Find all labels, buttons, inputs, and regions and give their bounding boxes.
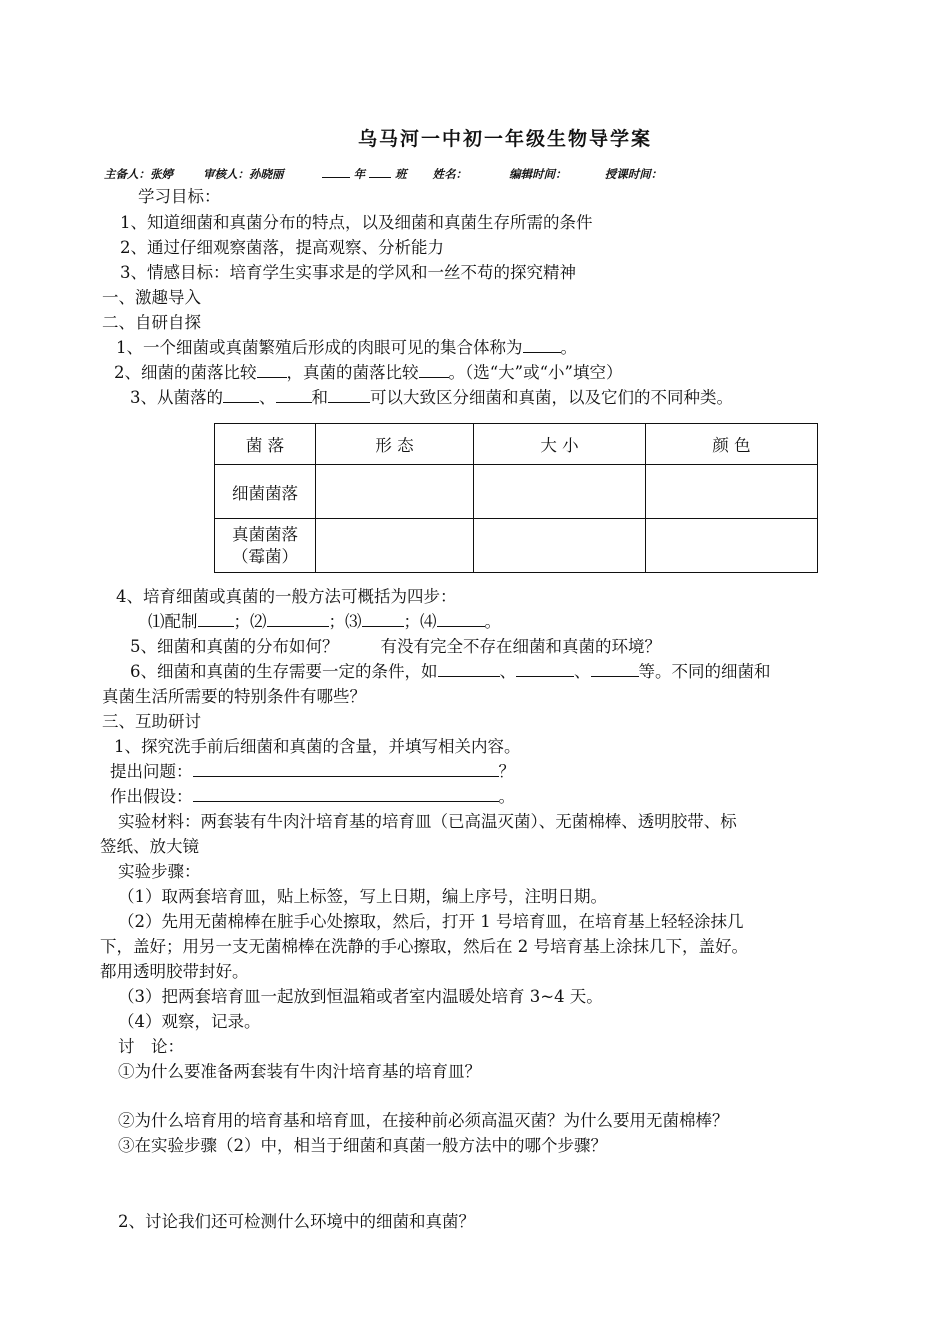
section-intro: 一、激趣导入 xyxy=(102,288,201,307)
question-6: 6、细菌和真菌的生存需要一定的条件，如 、 、 等。不同的细菌和 xyxy=(130,662,771,681)
question-4: 4、培育细菌或真菌的一般方法可概括为四步： xyxy=(116,587,457,606)
row-label-bacteria: 细菌菌落 xyxy=(215,465,316,519)
answer-blank[interactable] xyxy=(438,661,500,677)
header-meta xyxy=(104,166,662,182)
question-3: 3、从菌落的 、 和 可以大致区分细菌和真菌，以及它们的不同种类。 xyxy=(130,388,733,407)
answer-blank[interactable] xyxy=(198,611,234,627)
answer-blank[interactable] xyxy=(276,387,312,403)
hypothesis-field: 作出假设： 。 xyxy=(110,787,515,806)
discussion-1: ①为什么要准备两套装有牛肉汁培育基的培育皿？ xyxy=(118,1062,481,1081)
table-cell[interactable] xyxy=(474,519,646,573)
objective-1: 1、知道细菌和真菌分布的特点，以及细菌和真菌生存所需的条件 xyxy=(120,213,593,232)
table-cell[interactable] xyxy=(646,519,818,573)
step-2-line-2: 下，盖好；用另一支无菌棉棒在洗静的手心擦取，然后在 2 号培育基上涂抹几下，盖好。 xyxy=(100,937,748,956)
answer-blank[interactable] xyxy=(257,362,287,378)
step-2-line-1: （2）先用无菌棉棒在脏手心处擦取，然后，打开 1 号培育皿，在培育基上轻轻涂抹几 xyxy=(118,912,744,931)
row-note-mold: （霉菌） xyxy=(232,546,298,566)
header-colony: 菌 落 xyxy=(215,424,316,465)
objective-2: 2、通过仔细观察菌落，提高观察、分析能力 xyxy=(120,238,444,257)
question-1: 1、一个细菌或真菌繁殖后形成的肉眼可见的集合体称为 。 xyxy=(116,338,577,357)
hypothesis-answer-line[interactable] xyxy=(193,786,499,802)
name-label: 姓名： xyxy=(432,167,468,181)
section-collab: 三、互助研讨 xyxy=(102,712,201,731)
answer-blank[interactable] xyxy=(516,661,574,677)
colony-comparison-table xyxy=(214,423,818,573)
year-blank[interactable] xyxy=(322,167,350,178)
edit-time-label: 编辑时间： xyxy=(509,167,567,181)
question-5: 5、细菌和真菌的分布如何？ 有没有完全不存在细菌和真菌的环境？ xyxy=(130,637,661,656)
experiment-title: 1、探究洗手前后细菌和真菌的含量，并填写相关内容。 xyxy=(114,737,521,756)
table-row xyxy=(215,519,818,573)
objectives-heading: 学习目标： xyxy=(138,187,221,206)
table-cell[interactable] xyxy=(646,465,818,519)
row-label-fungi: 真菌菌落 （霉菌） xyxy=(215,519,316,573)
preparer: 主备人：张婷 xyxy=(104,167,173,181)
answer-blank[interactable] xyxy=(523,337,561,353)
header-color: 颜 色 xyxy=(646,424,818,465)
steps-heading: 实验步骤： xyxy=(118,862,201,881)
step-2-line-3: 都用透明胶带封好。 xyxy=(100,962,249,981)
table-cell[interactable] xyxy=(316,519,474,573)
header-size: 大 小 xyxy=(474,424,646,465)
objective-3: 3、情感目标：培育学生实事求是的学风和一丝不苟的探究精神 xyxy=(120,263,576,282)
question-4-steps: ⑴配制 ；⑵ ；⑶ ；⑷ 。 xyxy=(148,612,501,631)
year-suffix: 年 xyxy=(353,167,366,181)
class-blank[interactable] xyxy=(369,167,391,178)
step-1: （1）取两套培育皿，贴上标签，写上日期，编上序号，注明日期。 xyxy=(118,887,607,906)
question-6-line2: 真菌生活所需要的特别条件有哪些？ xyxy=(102,687,366,706)
discussion-heading: 讨 论： xyxy=(118,1037,184,1056)
table-cell[interactable] xyxy=(316,465,474,519)
teach-time-label: 授课时间： xyxy=(604,167,663,181)
header-shape: 形 态 xyxy=(316,424,474,465)
answer-blank[interactable] xyxy=(223,387,259,403)
step-4: （4）观察，记录。 xyxy=(118,1012,261,1031)
page-title: 乌马河一中初一年级生物导学案 xyxy=(357,128,652,150)
answer-blank[interactable] xyxy=(362,611,404,627)
answer-blank[interactable] xyxy=(267,611,329,627)
table-cell[interactable] xyxy=(474,465,646,519)
final-question: 2、讨论我们还可检测什么环境中的细菌和真菌？ xyxy=(118,1212,475,1231)
answer-blank[interactable] xyxy=(328,387,370,403)
table-header-row xyxy=(215,424,818,465)
question-answer-line[interactable] xyxy=(193,761,499,777)
answer-blank[interactable] xyxy=(437,611,485,627)
reviewer: 审核人：孙晓丽 xyxy=(203,167,284,181)
discussion-3: ③在实验步骤（2）中，相当于细菌和真菌一般方法中的哪个步骤？ xyxy=(118,1136,607,1155)
materials-line-1: 实验材料：两套装有牛肉汁培育基的培育皿（已高温灭菌）、无菌棉棒、透明胶带、标 xyxy=(118,812,737,831)
answer-blank[interactable] xyxy=(419,362,449,378)
step-3: （3）把两套培育皿一起放到恒温箱或者室内温暖处培育 3~4 天。 xyxy=(118,987,603,1006)
table-row xyxy=(215,465,818,519)
question-field: 提出问题： ？ xyxy=(110,762,515,781)
answer-blank[interactable] xyxy=(591,661,639,677)
question-2: 2、细菌的菌落比较 ，真菌的菌落比较 。（选“大”或“小”填空） xyxy=(114,363,623,382)
section-self-study: 二、自研自探 xyxy=(102,313,201,332)
class-suffix: 班 xyxy=(395,167,407,181)
discussion-2: ②为什么培育用的培育基和培育皿，在接种前必须高温灭菌？为什么要用无菌棉棒？ xyxy=(118,1111,729,1130)
materials-line-2: 签纸、放大镜 xyxy=(100,837,199,856)
